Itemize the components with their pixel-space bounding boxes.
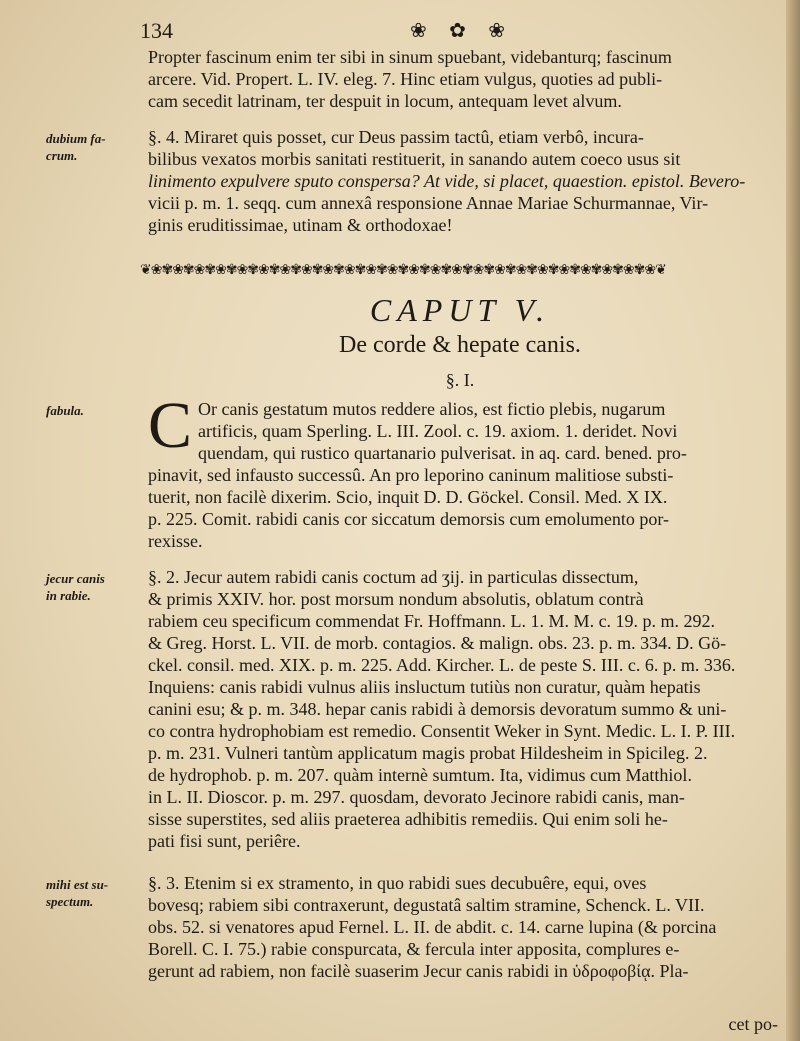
text-line: Propter fascinum enim ter sibi in sinum spuebant, videbanturq; fascinum <box>148 47 672 67</box>
text-line: arcere. Vid. Propert. L. IV. eleg. 7. Hinc etiam vulgus, quoties ad publi- <box>148 69 663 89</box>
text-line: artificis, quam Sperling. L. III. Zool. c. 19. axiom. 1. deridet. Novi <box>198 421 678 441</box>
text-line: §. 3. Etenim si ex stramento, in quo rabidi sues decubuêre, equi, oves <box>148 873 647 893</box>
section-4 <box>148 126 788 236</box>
text-line: co contra hydrophobiam est remedio. Consentit Weker in Synt. Medic. L. I. P. III. <box>148 721 736 741</box>
text-line: vicii p. m. 1. seqq. cum annexâ responsione Annae Mariae Schurmannae, Vir- <box>148 193 709 213</box>
text-line: ginis eruditissimae, utinam & orthodoxae! <box>148 215 453 235</box>
text-line: de hydrophob. p. m. 207. quàm internè sumtum. Ita, vidimus cum Matthiol. <box>148 765 692 785</box>
text-line: ckel. consil. med. XIX. p. m. 225. Add. Kircher. L. de peste S. III. c. 6. p. m. 336. <box>148 655 736 675</box>
chapter-title: CAPUT V. <box>369 292 551 328</box>
margin-note-jecur: jecur canis in rabie. <box>46 571 105 603</box>
text-line: sisse superstites, sed aliis praeterea adhibitis remediis. Qui enim soli he- <box>148 809 668 829</box>
ornamental-divider: ❦❀✾❀✾❀✾❀✾❀✾❀✾❀✾❀✾❀✾❀✾❀✾❀✾❀✾❀✾❀✾❀✾❀✾❀✾❀✾❀✾❀✾❀✾❀✾❀❦ <box>140 262 666 278</box>
margin-note-dubium: dubium fa- crum. <box>46 131 106 163</box>
text-line: bovesq; rabiem sibi contraxerunt, degustatâ saltim stramine, Schenck. L. VII. <box>148 895 705 915</box>
text-line: p. 225. Comit. rabidi canis cor siccatum demorsis cum emolumento por- <box>148 509 670 529</box>
page-number: 134 <box>140 18 173 43</box>
section-sign: §. I. <box>445 370 475 390</box>
margin-note-mihi: mihi est su- spectum. <box>46 877 109 909</box>
text-line: in L. II. Dioscor. p. m. 297. quosdam, devorato Jecinore rabidi canis, man- <box>148 787 685 807</box>
text-line: & primis XXIV. hor. post morsum nondum absolutis, oblatum contrà <box>148 589 644 609</box>
text-line: & Greg. Horst. L. VII. de morb. contagios. & malign. obs. 23. p. m. 334. D. Gö- <box>148 633 727 653</box>
text-line: linimento expulvere sputo conspersa? At vide, si placet, quaestion. epistol. Bevero- <box>148 171 746 191</box>
text-line: obs. 52. si venatores apud Fernel. L. II. de abdit. c. 14. carne lupina (& porcina <box>148 917 717 937</box>
page-gutter-shadow <box>786 0 800 1041</box>
text-line: tuerit, non facilè dixerim. Scio, inquit D. D. Göckel. Consil. Med. X IX. <box>148 487 668 507</box>
text-line: rexisse. <box>148 531 203 551</box>
text-line: §. 2. Jecur autem rabidi canis coctum ad ʒij. in particulas dissectum, <box>148 567 639 587</box>
text-line: gerunt ad rabiem, non facilè suaserim Jecur canis rabidi in ὑδροφοβίᾳ. Pla- <box>148 961 689 981</box>
text-line: rabiem ceu specificum commendat Fr. Hoffmann. L. 1. M. M. c. 19. p. m. 292. <box>148 611 716 631</box>
text-line: pinavit, sed infausto successû. An pro leporino caninum malitiose substi- <box>148 465 674 485</box>
text-line: p. m. 231. Vulneri tantùm applicatum magis probat Hildesheim in Spicileg. 2. <box>148 743 708 763</box>
text-line: bilibus vexatos morbis sanitati restituerit, in sanando autem coeco usus sit <box>148 149 681 169</box>
margin-note-fabula: fabula. <box>46 403 84 418</box>
text-line: canini esu; & p. m. 348. hepar canis rabidi à demorsis devoratum summo & uni- <box>148 699 727 719</box>
paragraph-top <box>148 46 788 112</box>
header-ornament: ❀ ✿ ❀ <box>410 18 513 42</box>
text-line: quendam, qui rustico quartanario pulverisat. in aq. card. bened. pro- <box>198 443 687 463</box>
text-line: Borell. C. I. 75.) rabie conspurcata, & fercula inter apposita, complures e- <box>148 939 680 959</box>
text-line: §. 4. Miraret quis posset, cur Deus passim tactû, etiam verbô, incura- <box>148 127 644 147</box>
text-line: cam secedit latrinam, ter despuit in locum, antequam levet alvum. <box>148 91 622 111</box>
section-1 <box>148 389 788 552</box>
section-2 <box>148 566 788 852</box>
text-line: Inquiens: canis rabidi vulnus aliis insluctum tutiùs non curatur, quàm hepatis <box>148 677 701 697</box>
text-line: Or canis gestatum mutos reddere alios, est fictio plebis, nugarum <box>198 399 666 419</box>
catchword: cet po- <box>728 1014 778 1034</box>
running-header <box>140 18 780 46</box>
text-line: pati fisi sunt, periêre. <box>148 831 301 851</box>
drop-cap: C <box>148 389 193 462</box>
chapter-subtitle: De corde & hepate canis. <box>339 332 581 358</box>
section-3 <box>148 872 788 982</box>
